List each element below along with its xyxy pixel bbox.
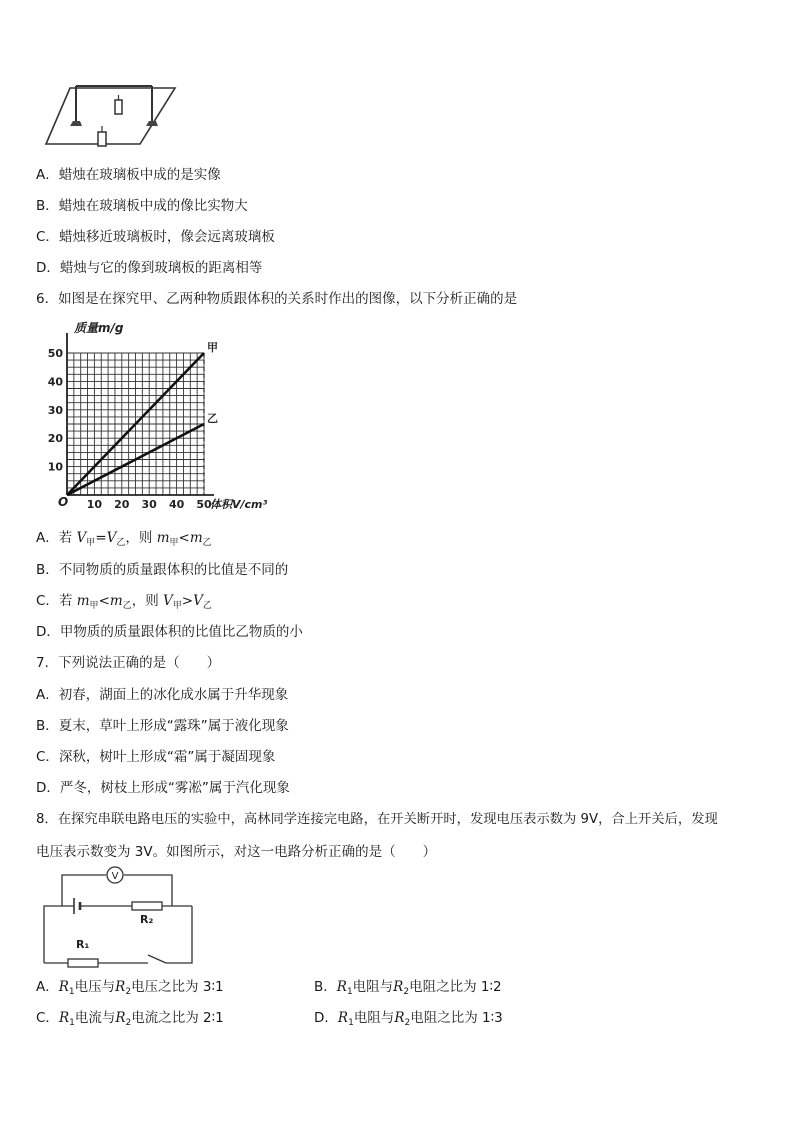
q8-stem-line2: 电压表示数变为 3V。如图所示，对这一电路分析正确的是（ ） xyxy=(36,844,437,860)
q5-option-d: D．蜡烛与它的像到玻璃板的距离相等 xyxy=(36,260,263,276)
q6-option-c: C．若 $m_甲<m_乙$，则 $V_甲>V_乙$ xyxy=(36,593,212,611)
chart-origin-label: O xyxy=(58,495,69,509)
y-tick-label: 30 xyxy=(47,403,63,417)
q5-option-a: A．蜡烛在玻璃板中成的是实像 xyxy=(36,167,221,183)
series-circuit-diagram xyxy=(40,864,200,974)
x-tick-label: 20 xyxy=(114,498,130,511)
resistor-r2 xyxy=(132,902,162,910)
y-tick-label: 20 xyxy=(47,432,63,446)
q7-stem: 7．下列说法正确的是（ ） xyxy=(36,655,221,671)
q7-option-a: A．初春，湖面上的冰化成水属于升华现象 xyxy=(36,687,289,703)
q8-option-b: B．$R_1$电阻与$R_2$电阻之比为 1∶2 xyxy=(314,979,502,997)
q5-option-c: C．蜡烛移近玻璃板时，像会远离玻璃板 xyxy=(36,229,275,245)
x-tick-label: 40 xyxy=(168,498,185,511)
series-label: 甲 xyxy=(207,341,218,354)
q7-option-b: B．夏末，草叶上形成“露珠”属于液化现象 xyxy=(36,718,289,734)
q8-option-a: A．$R_1$电压与$R_2$电压之比为 3∶1 xyxy=(36,979,224,997)
q8-stem-line1: 8．在探究串联电路电压的实验中，高林同学连接完电路，在开关断开时，发现电压表示数为 9V，合上开关后，发现 xyxy=(36,812,718,827)
q7-option-c: C．深秋，树叶上形成“霜”属于凝固现象 xyxy=(36,749,276,765)
chart-xlabel: 体积V/cm³ xyxy=(210,498,268,511)
q6-option-d: D．甲物质的质量跟体积的比值比乙物质的小 xyxy=(36,624,303,640)
q6-stem: 6．如图是在探究甲、乙两种物质跟体积的关系时作出的图像，以下分析正确的是 xyxy=(36,291,518,307)
mass-volume-chart xyxy=(40,318,280,518)
q8-option-d: D．$R_1$电阻与$R_2$电阻之比为 1∶3 xyxy=(314,1010,503,1028)
r1-label: R₁ xyxy=(76,938,90,951)
q7-option-d: D．严冬，树枝上形成“雾凇”属于汽化现象 xyxy=(36,780,290,796)
switch-symbol xyxy=(148,955,166,963)
chart-ylabel: 质量m/g xyxy=(74,321,124,335)
x-tick-label: 50 xyxy=(196,498,212,511)
y-tick-label: 40 xyxy=(47,375,63,389)
voltmeter-label: V xyxy=(111,871,119,882)
x-tick-label: 30 xyxy=(141,498,157,511)
x-tick-label: 10 xyxy=(86,498,103,511)
q8-option-c: C．$R_1$电流与$R_2$电流之比为 2∶1 xyxy=(36,1010,224,1028)
resistor-r1 xyxy=(68,959,98,967)
series-label: 乙 xyxy=(207,412,218,425)
y-tick-label: 50 xyxy=(47,347,63,360)
q5-option-b: B．蜡烛在玻璃板中成的像比实物大 xyxy=(36,198,248,214)
q6-option-a: A．若 $V_甲=V_乙$，则 $m_甲<m_乙$ xyxy=(36,530,212,548)
q6-option-b: B．不同物质的质量跟体积的比值是不同的 xyxy=(36,562,289,578)
candle-mirror-figure xyxy=(40,78,180,150)
r2-label: R₂ xyxy=(140,913,154,926)
y-tick-label: 10 xyxy=(47,460,63,474)
